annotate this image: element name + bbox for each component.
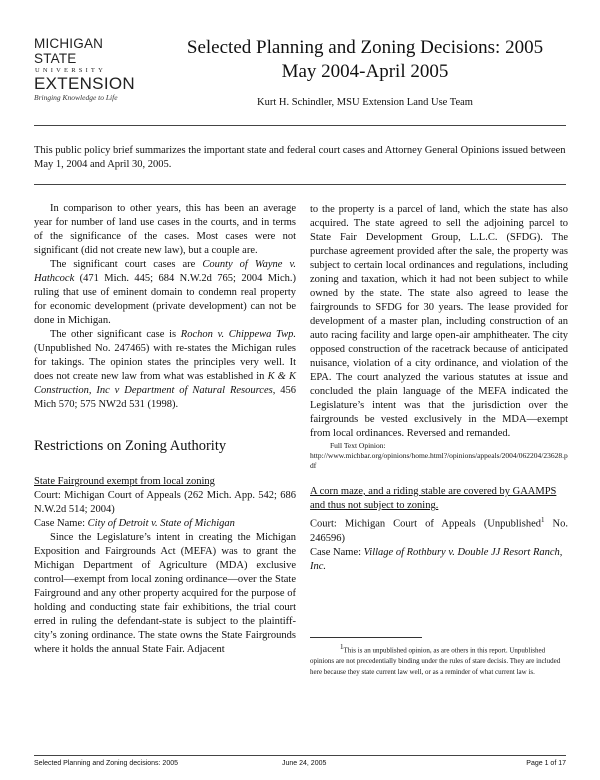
title-line-1: Selected Planning and Zoning Decisions: 2005 bbox=[186, 37, 544, 58]
footer-divider bbox=[34, 755, 566, 756]
footer-page-number: Page 1 of 17 bbox=[526, 760, 566, 767]
footnote: $^1$This is an unpublished opinion, as are others in this report. Unpublished opinions are not precedentially binding under the rules of stare decisis. They are included here because they state current law well, or as a reminder of what current law is. bbox=[310, 643, 561, 677]
msu-extension-logo bbox=[34, 36, 142, 103]
significant-cases-paragraph: The significant court cases are County of Wayne v. Hathcock (471 Mich. 445; 684 N.W.2d 765; 2004 Mich.) ruling that use of eminent domain to condemn real property for economic development (private development) can not be done in Michigan. bbox=[34, 259, 296, 326]
logo-tagline: Bringing Knowledge to Life bbox=[34, 93, 118, 102]
case-title: A corn maze, and a riding stable are covered by GAAMPS and thus not subject to zoning. bbox=[310, 486, 557, 511]
abstract-divider bbox=[34, 184, 566, 185]
left-column bbox=[34, 202, 296, 657]
case-name: Case Name: Village of Rothbury v. Double JJ Resort Ranch, Inc. bbox=[310, 546, 563, 572]
other-case-paragraph: The other significant case is Rochon v. Chippewa Twp. (Unpublished No. 247465) with re-states the Michigan rules for takings. The opinion states the principles very well. It does not create new law from what was established in K & K Construction, Inc v Department of Natural Resources, 456 Mich 570; 575 NW2d 531 (1998). bbox=[34, 329, 296, 410]
title-line-2: May 2004-April 2005 bbox=[281, 61, 449, 82]
footnote-divider bbox=[310, 637, 422, 638]
section-heading: Restrictions on Zoning Authority bbox=[34, 438, 227, 454]
case-court: Court: Michigan Court of Appeals (262 Mich. App. 542; 686 N.W.2d 514; 2004) bbox=[34, 490, 296, 515]
footer-date: June 24, 2005 bbox=[282, 760, 327, 767]
header-divider bbox=[34, 125, 566, 126]
logo-line-2: UNIVERSITY bbox=[35, 67, 106, 74]
case-title: State Fairground exempt from local zoning bbox=[34, 476, 215, 487]
case-citation: County of Wayne v. Hathcock bbox=[34, 259, 296, 284]
case-citation: K & K Construction, Inc v Department of Natural Resources bbox=[34, 371, 296, 396]
case-court: Court: Michigan Court of Appeals (Unpublished$^1$ No. 246596) bbox=[310, 516, 568, 544]
abstract: This public policy brief summarizes the important state and federal court cases and Attorney General Opinions issued between May 1, 2004 and April 30, 2005. bbox=[34, 145, 566, 170]
case-name: Case Name: City of Detroit v. State of Michigan bbox=[34, 518, 235, 529]
full-text-label: Full Text Opinion: bbox=[330, 441, 386, 450]
logo-line-3: EXTENSION bbox=[34, 74, 135, 93]
case-summary: Since the Legislature’s intent in creating the Michigan Exposition and Fairgrounds Act (MEFA) was to grant the Michigan Department of Agriculture (MDA) exclusive control—exempt from local zoning ordinance—over the State Fairground and any other property acquired for the purpose of holding and conducting state fair exhibitions, the trial court erred in ruling the defendant-state is subject to the plaintiff-city’s zoning ordinance. The state owns the State Fairgrounds where it holds the annual State Fair. Adjacent bbox=[34, 532, 296, 655]
case-citation: Rochon v. Chippewa Twp. bbox=[180, 329, 296, 340]
author-line: Kurt H. Schindler, MSU Extension Land Use Team bbox=[257, 97, 473, 108]
footnote-ref: 1 bbox=[540, 516, 545, 524]
right-column bbox=[310, 203, 568, 574]
footer-title: Selected Planning and Zoning decisions: 2005 bbox=[34, 760, 178, 767]
full-text-url[interactable]: http://www.michbar.org/opinions/home.html?/opinions/appeals/2004/062204/23628.pdf bbox=[310, 451, 568, 470]
case-summary-continued: to the property is a parcel of land, which the state has also acquired. The state agreed to sell the adjoining parcel to State Fair Development Group, L.L.C. (SFDG). The purchase agreement provided after the sale, the property was subject to certain local ordinances and regulations, including zoning and taxation, which it had not been subject to while owned by the state. The state also agreed to lease the fairgrounds to SFDG for 30 years. The lease provided for development of a master plan, including construction of an auto racing facility and large open-air amphitheater. The city opposed construction of the racetrack because of anticipated nuisance, violation of a city ordinance, and violation of the EPA. The court analyzed the various statutes at issue and concluded the plain language of the MEFA indicated the Legislature’s intent was that the jurisdiction over the fairgrounds be vested exclusively in the MDA—exempt from local ordinances. Reversed and remanded. bbox=[310, 204, 568, 439]
logo-line-1: MICHIGAN STATE bbox=[34, 36, 104, 66]
intro-paragraph: In comparison to other years, this has been an average year for number of land use cases in the courts, and in terms of the significance of the cases. Most cases were not significant (did not create new law), but a couple are. bbox=[34, 203, 296, 256]
document-title bbox=[160, 36, 570, 84]
